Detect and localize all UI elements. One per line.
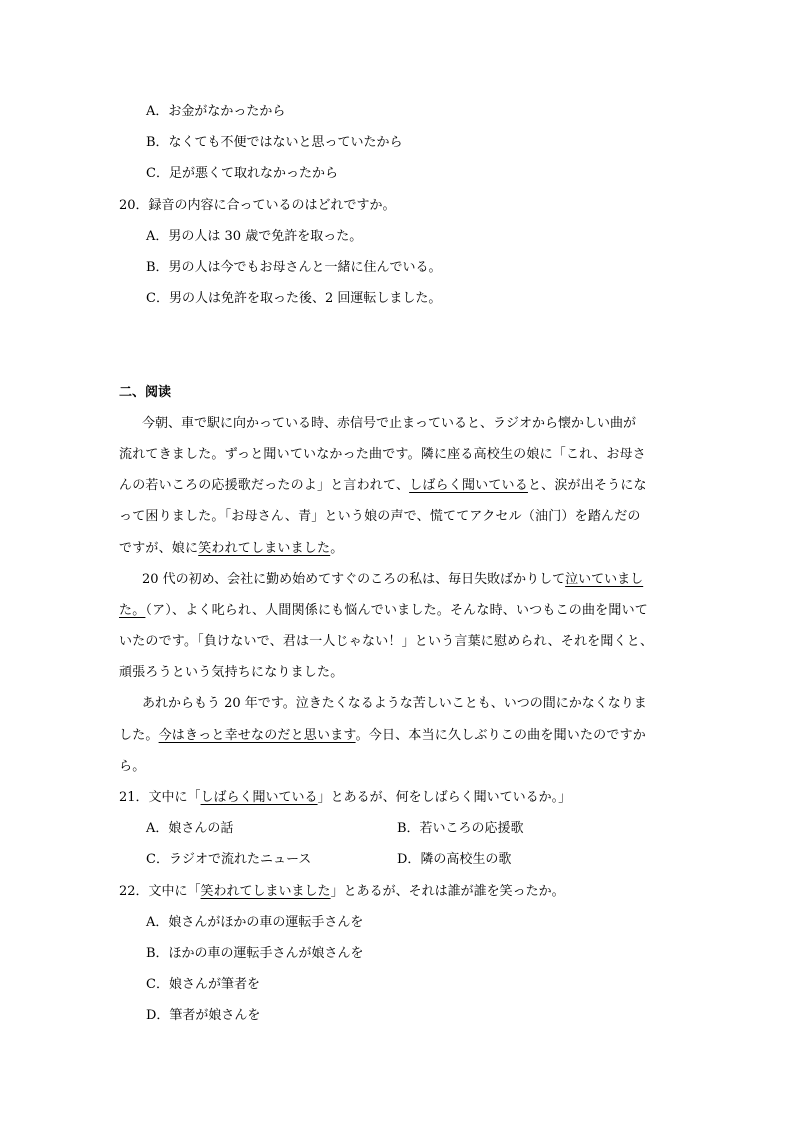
underlined-phrase-happy: 今はきっと幸せなのだと思います xyxy=(158,728,356,743)
passage-p1-line4: って困りました。「お母さん、青」という娘の声で、慌ててアクセル（油门）を踏んだの xyxy=(119,509,641,524)
underlined-phrase-crying-end: た。 xyxy=(119,603,146,618)
q20-option-a: A．男の人は 30 歳で免許を取った。 xyxy=(146,229,363,244)
passage-text: （ア）、よく叱られ、人間関係にも悩んでいました。そんな時、いつもこの曲を聞いて xyxy=(145,603,648,618)
q20-stem: 20．録音の内容に合っているのはどれですか。 xyxy=(119,198,396,213)
question-quoted-phrase: 笑われてしまいました xyxy=(200,884,331,899)
q22-option-c: C．娘さんが筆者を xyxy=(146,977,260,992)
passage-p1-line1: 今朝、車で駅に向かっている時、赤信号で止まっていると、ラジオから懐かしい曲が xyxy=(142,416,637,431)
q19-option-c: C．足が悪くて取れなかったから xyxy=(146,166,338,181)
reading-heading: 二、阅读 xyxy=(119,385,172,400)
q21-option-d: D．隣の高校生の歌 xyxy=(397,852,512,867)
passage-p2-line3: いたのです。「負けないで、君は一人じゃない！」という言葉に慰められ、それを聞くと、 xyxy=(119,634,654,649)
passage-p3-line2 xyxy=(119,727,646,745)
question-text: 」とあるが、それは誰が誰を笑ったか。 xyxy=(330,884,565,899)
q19-option-a: A．お金がなかったから xyxy=(146,104,286,119)
q22-option-d: D．筆者が娘さんを xyxy=(146,1008,261,1023)
question-text: 22．文中に「 xyxy=(119,884,201,899)
passage-p2-line2 xyxy=(119,602,648,620)
passage-text: と、涙が出そうにな xyxy=(527,478,647,493)
passage-p3-line3: ら。 xyxy=(119,759,146,774)
passage-text: 。 xyxy=(330,541,344,556)
passage-p2-line4: 頑張ろうという気持ちになりました。 xyxy=(119,665,344,680)
q22-option-b: B．ほかの車の運転手さんが娘さんを xyxy=(146,946,364,961)
q21-option-a: A．娘さんの話 xyxy=(146,821,234,836)
q21-option-b: B．若いころの応援歌 xyxy=(397,821,524,836)
q19-option-b: B．なくても不便ではないと思っていたから xyxy=(146,135,403,150)
passage-p1-line2: 流れてきました。ずっと聞いていなかった曲です。隣に座る高校生の娘に「これ、お母さ xyxy=(119,447,646,462)
passage-p1-line5 xyxy=(119,540,343,558)
passage-text: 20 代の初め、会社に勤め始めてすぐのころの私は、毎日失敗ばかりして xyxy=(142,572,566,587)
passage-text: ですが、娘に xyxy=(119,541,199,556)
q22-option-a: A．娘さんがほかの車の運転手さんを xyxy=(146,915,364,930)
underlined-phrase-listening: しばらく聞いている xyxy=(409,478,528,493)
question-text: 」とあるが、何をしばらく聞いているか。」 xyxy=(317,790,572,805)
question-text: 21．文中に「 xyxy=(119,790,201,805)
underlined-phrase-crying: 泣いていまし xyxy=(565,572,644,587)
q20-option-b: B．男の人は今でもお母さんと一緒に住んでいる。 xyxy=(146,260,442,275)
passage-text: した。 xyxy=(119,728,159,743)
q22-stem xyxy=(119,883,565,901)
passage-p3-line1: あれからもう 20 年です。泣きたくなるような苦しいことも、いつの間にかなくなりま xyxy=(142,696,647,711)
q21-option-c: C．ラジオで流れたニュース xyxy=(146,852,312,867)
passage-p2-line1 xyxy=(142,571,643,589)
passage-text: んの若いころの応援歌だったのよ」と言われて、 xyxy=(119,478,410,493)
q20-option-c: C．男の人は免許を取った後、2 回運転しました。 xyxy=(146,291,442,306)
q21-stem xyxy=(119,789,571,807)
passage-text: 。今日、本当に久しぶりこの曲を聞いたのですか xyxy=(355,728,646,743)
passage-p1-line3 xyxy=(119,477,647,495)
underlined-phrase-laughed: 笑われてしまいました xyxy=(198,541,331,556)
question-quoted-phrase: しばらく聞いている xyxy=(200,790,318,805)
